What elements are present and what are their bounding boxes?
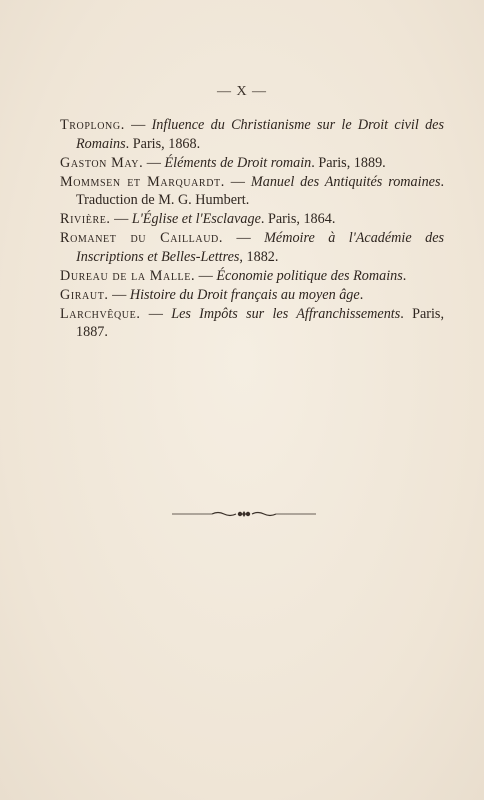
bibliography-entry: [60, 116, 444, 153]
entry-separator: —: [108, 286, 130, 303]
bibliography-entry: [60, 173, 444, 210]
entry-title: L'Église et l'Esclavage: [131, 211, 261, 227]
bibliography-entry: [60, 286, 444, 305]
entry-title: Influence du Christianisme sur le Droit civil des Romains: [76, 117, 444, 152]
bibliography-entry: [60, 210, 444, 229]
bibliography-entry: [60, 229, 444, 266]
bibliography-entry: [60, 305, 444, 342]
bibliography-entry: [60, 267, 444, 286]
entry-author: Romanet du Caillaud.: [60, 230, 224, 246]
bibliography-list: [60, 116, 444, 342]
entry-details: . Paris, 1887.: [76, 305, 444, 340]
entry-details: . Paris, 1889.: [311, 154, 386, 171]
entry-separator: —: [140, 305, 172, 322]
entry-separator: —: [223, 230, 265, 246]
entry-author: Larchvêque.: [60, 305, 141, 322]
entry-title: Mémoire à l'Académie des Inscriptions et Belles-Lettres: [76, 230, 445, 265]
ornament-divider: [172, 503, 316, 525]
entry-details: . Traduction de M. G. Humbert.: [76, 173, 445, 208]
entry-author: Giraut.: [60, 286, 109, 303]
entry-details: . Paris, 1864.: [260, 211, 336, 227]
entry-details: .: [359, 286, 364, 303]
bibliography-entry: [60, 154, 444, 173]
entry-details: , 1882.: [239, 248, 279, 265]
page-number: — X —: [216, 84, 268, 99]
entry-separator: —: [124, 117, 152, 133]
entry-title: Les Impôts sur les Affranchissements: [171, 305, 401, 322]
entry-separator: —: [224, 173, 251, 190]
entry-details: . Paris, 1868.: [125, 135, 201, 152]
entry-title: Économie politique des Romains: [216, 267, 403, 284]
entry-author: Troplong.: [60, 117, 125, 133]
entry-author: Mommsen et Marquardt.: [60, 173, 225, 190]
entry-author: Dureau de la Malle.: [60, 267, 196, 284]
entry-separator: —: [110, 211, 132, 227]
entry-author: Rivière.: [60, 211, 111, 227]
entry-separator: —: [143, 154, 165, 171]
entry-title: Manuel des Antiquités romaines: [250, 173, 441, 190]
entry-title: Éléments de Droit romain: [164, 154, 312, 171]
entry-separator: —: [195, 267, 217, 284]
entry-title: Histoire du Droit français au moyen âge: [129, 286, 360, 303]
entry-details: .: [402, 267, 407, 284]
entry-author: Gaston May.: [60, 154, 144, 171]
